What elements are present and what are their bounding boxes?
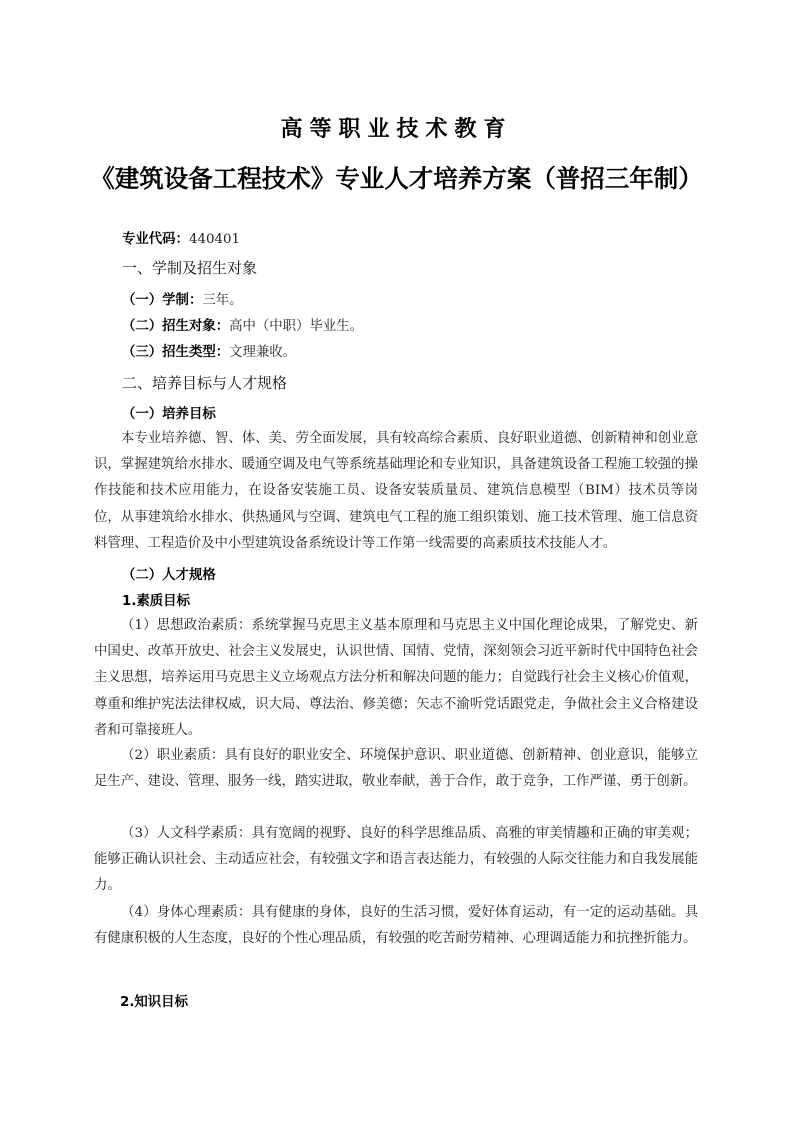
quality-item-professional: （2）职业素质：具有良好的职业安全、环境保护意识、职业道德、创新精神、创业意识，能够立足生产、建设、管理、服务一线，踏实进取，敬业奉献，善于合作，敢于竞争，工作严谨、勇于创新。 [94, 748, 698, 790]
training-goal-heading: （一）培养目标 [122, 407, 216, 422]
quality-item-political: （1）思想政治素质：系统掌握马克思主义基本原理和马克思主义中国化理论成果，了解党史、新中国史、改革开放史、社会主义发展史，认识世情、国情、党情，深刻领会习近平新时代中国特色社会主义思想，培养运用马克思主义立场观点方法分析和解决问题的能力；自觉践行社会主义核心价值观，尊重和维护宪法法律权威，识大局、尊法治、修美德；矢志不渝听党话跟党走，争做社会主义合格建设者和可靠接班人。 [94, 618, 698, 738]
section2-heading: 二、培养目标与人才规格 [122, 374, 288, 392]
talent-spec-heading: （二）人才规格 [122, 568, 216, 583]
duration-value: 三年。 [202, 293, 243, 308]
section1-heading: 一、学制及招生对象 [122, 259, 258, 277]
quality-item-physical: （4）身体心理素质：具有健康的身体，良好的生活习惯，爱好体育运动，有一定的运动基础。具有健康积极的人生态度，良好的个性心理品质，有较强的吃苦耐劳精神、心理调适能力和抗挫折能力。 [94, 905, 698, 947]
quality-goal-heading: 1.素质目标 [122, 594, 190, 609]
knowledge-goal-heading: 2.知识目标 [120, 995, 188, 1010]
document-header: 高等职业技术教育 [280, 117, 513, 142]
enrollment-type-value: 文理兼收。 [229, 345, 297, 360]
duration-label: （一）学制： [122, 293, 203, 308]
quality-item-humanities: （3）人文科学素质：具有宽阔的视野、良好的科学思维品质、高雅的审美情趣和正确的审美观；能够正确认识社会、主动适应社会，有较强文字和语言表达能力，有较强的人际交往能力和自我发展能力。 [94, 826, 698, 894]
enrollment-type-item [122, 341, 296, 360]
major-code-line [122, 228, 240, 247]
enrollment-target-item [122, 315, 363, 334]
document-title: 《建筑设备工程技术》专业人才培养方案（普招三年制） [90, 164, 703, 193]
training-goal-paragraph: 本专业培养德、智、体、美、劳全面发展，具有较高综合素质、良好职业道德、创新精神和创业意识，掌握建筑给水排水、暖通空调及电气等系统基础理论和专业知识，具备建筑设备工程施工较强的操作技能和技术应用能力，在设备安装施工员、设备安装质量员、建筑信息模型（BIM）技术员等岗位，从事建筑给水排水、供热通风与空调、建筑电气工程的施工组织策划、施工技术管理、施工信息资料管理、工程造价及中小型建筑设备系统设计等工作第一线需要的高素质技术技能人才。 [94, 431, 698, 551]
major-code-value: 440401 [188, 232, 241, 247]
major-code-label: 专业代码： [122, 232, 189, 247]
duration-item [122, 289, 243, 308]
enrollment-target-value: 高中（中职）毕业生。 [229, 319, 364, 334]
enrollment-type-label: （三）招生类型： [122, 345, 230, 360]
enrollment-target-label: （二）招生对象： [122, 319, 230, 334]
